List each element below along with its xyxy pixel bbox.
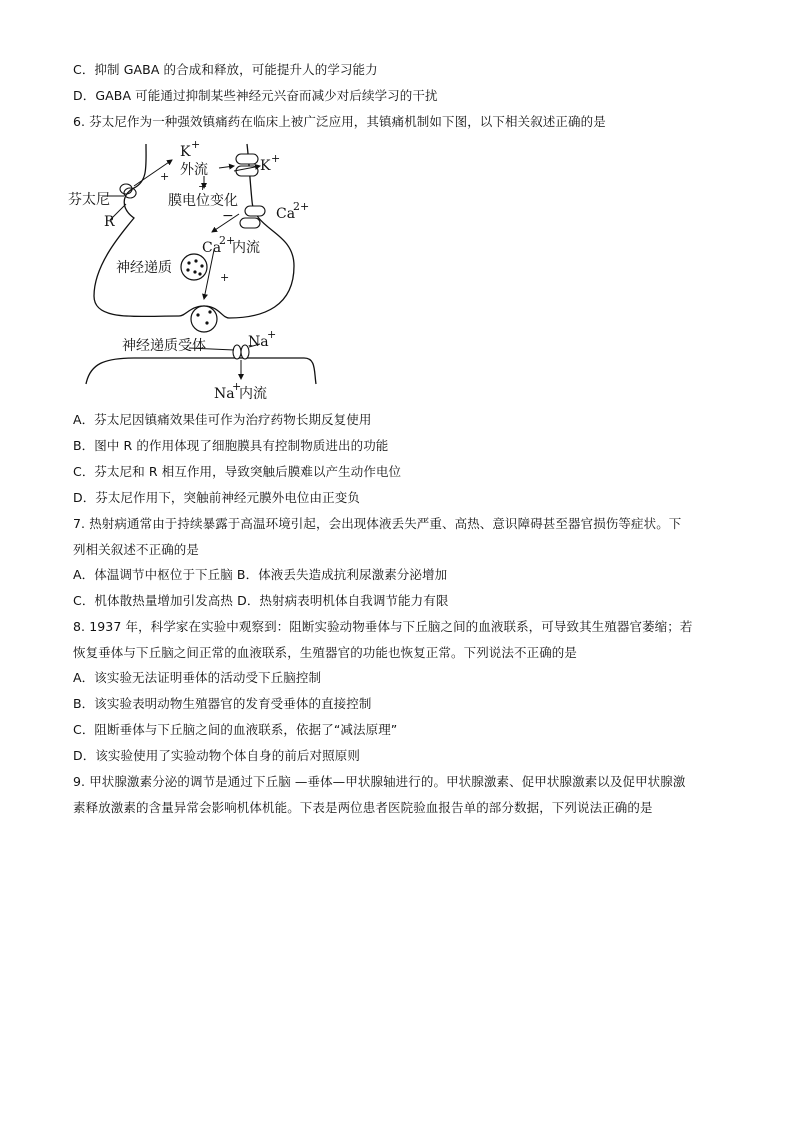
na-charge: + (267, 328, 277, 341)
q6-option-c: C．芬太尼和 R 相互作用，导致突触后膜难以产生动作电位 (73, 464, 402, 479)
question-9-stem-line1: 9. 甲状腺激素分泌的调节是通过下丘脑 —垂体—甲状腺轴进行的。甲状腺激素、促甲状腺激素以及促甲状腺激 (73, 774, 686, 789)
q6-option-d: D．芬太尼作用下，突触前神经元膜外电位由正变负 (73, 490, 360, 505)
option-d-gaba: D．GABA 可能通过抑制某些神经元兴奋而减少对后续学习的干扰 (73, 88, 438, 103)
question-6-stem: 6. 芬太尼作为一种强效镇痛药在临床上被广泛应用，其镇痛机制如下图，以下相关叙述正确的是 (73, 114, 606, 129)
q8-option-b: B．该实验表明动物生殖器官的发育受垂体的直接控制 (73, 696, 372, 711)
na-influx-ion: Na (214, 386, 235, 402)
ca-label: Ca (276, 206, 296, 222)
q6-option-b: B．图中 R 的作用体现了细胞膜具有控制物质进出的功能 (73, 438, 389, 453)
plus-sign-2: + (198, 180, 208, 193)
q7-options-ab: A．体温调节中枢位于下丘脑 B．体液丢失造成抗利尿激素分泌增加 (73, 567, 448, 582)
k-out-label: K (260, 158, 271, 174)
q7-options-cd: C．机体散热量增加引发高热 D．热射病表明机体自我调节能力有限 (73, 593, 449, 608)
question-7-stem-line1: 7. 热射病通常由于持续暴露于高温环境引起，会出现体液丢失严重、高热、意识障碍甚至器官损伤等症状。下 (73, 516, 682, 531)
na-influx-label: 内流 (239, 386, 267, 402)
postsynaptic-membrane (86, 358, 316, 384)
neurotransmitter-label: 神经递质 (116, 260, 172, 276)
membrane-potential-label: 膜电位变化 (168, 193, 238, 209)
ca-influx-label: 内流 (232, 240, 260, 256)
question-8-stem-line2: 恢复垂体与下丘脑之间正常的血液联系，生殖器官的功能也恢复正常。下列说法不正确的是 (73, 645, 578, 660)
ca-influx-ion: Ca (202, 240, 222, 256)
ca-influx-charge: 2+ (219, 234, 236, 247)
k-label: K (180, 144, 191, 160)
question-9-stem-line2: 素释放激素的含量异常会影响机体机能。下表是两位患者医院验血报告单的部分数据，下列说法正确的是 (73, 800, 653, 815)
fentanyl-label: 芬太尼 (68, 192, 110, 208)
plus-sign-3: + (220, 271, 230, 284)
ca-charge: 2+ (293, 200, 310, 213)
q8-option-c: C．阻断垂体与下丘脑之间的血液联系，依据了“减法原理” (73, 722, 398, 737)
option-c-gaba: C．抑制 GABA 的合成和释放，可能提升人的学习能力 (73, 62, 378, 77)
na-influx-charge: + (232, 380, 242, 393)
minus-sign: − (222, 208, 234, 224)
q8-option-d: D．该实验使用了实验动物个体自身的前后对照原则 (73, 748, 360, 763)
q6-option-a: A．芬太尼因镇痛效果佳可作为治疗药物长期反复使用 (73, 412, 372, 427)
question-7-stem-line2: 列相关叙述不正确的是 (73, 542, 200, 557)
plus-sign-1: + (160, 170, 170, 183)
k-out-charge: + (271, 152, 281, 165)
na-label: Na (248, 334, 269, 350)
receptor-label: 神经递质受体 (122, 338, 206, 354)
efflux-label: 外流 (180, 162, 208, 178)
fentanyl-mechanism-diagram (64, 136, 334, 406)
question-8-stem-line1: 8. 1937 年，科学家在实验中观察到：阻断实验动物垂体与下丘脑之间的血液联系，可导致其生殖器官萎缩；若 (73, 619, 693, 634)
q8-option-a: A．该实验无法证明垂体的活动受下丘脑控制 (73, 670, 322, 685)
k-charge: + (191, 138, 201, 151)
receptor-r-label: R (104, 214, 115, 230)
